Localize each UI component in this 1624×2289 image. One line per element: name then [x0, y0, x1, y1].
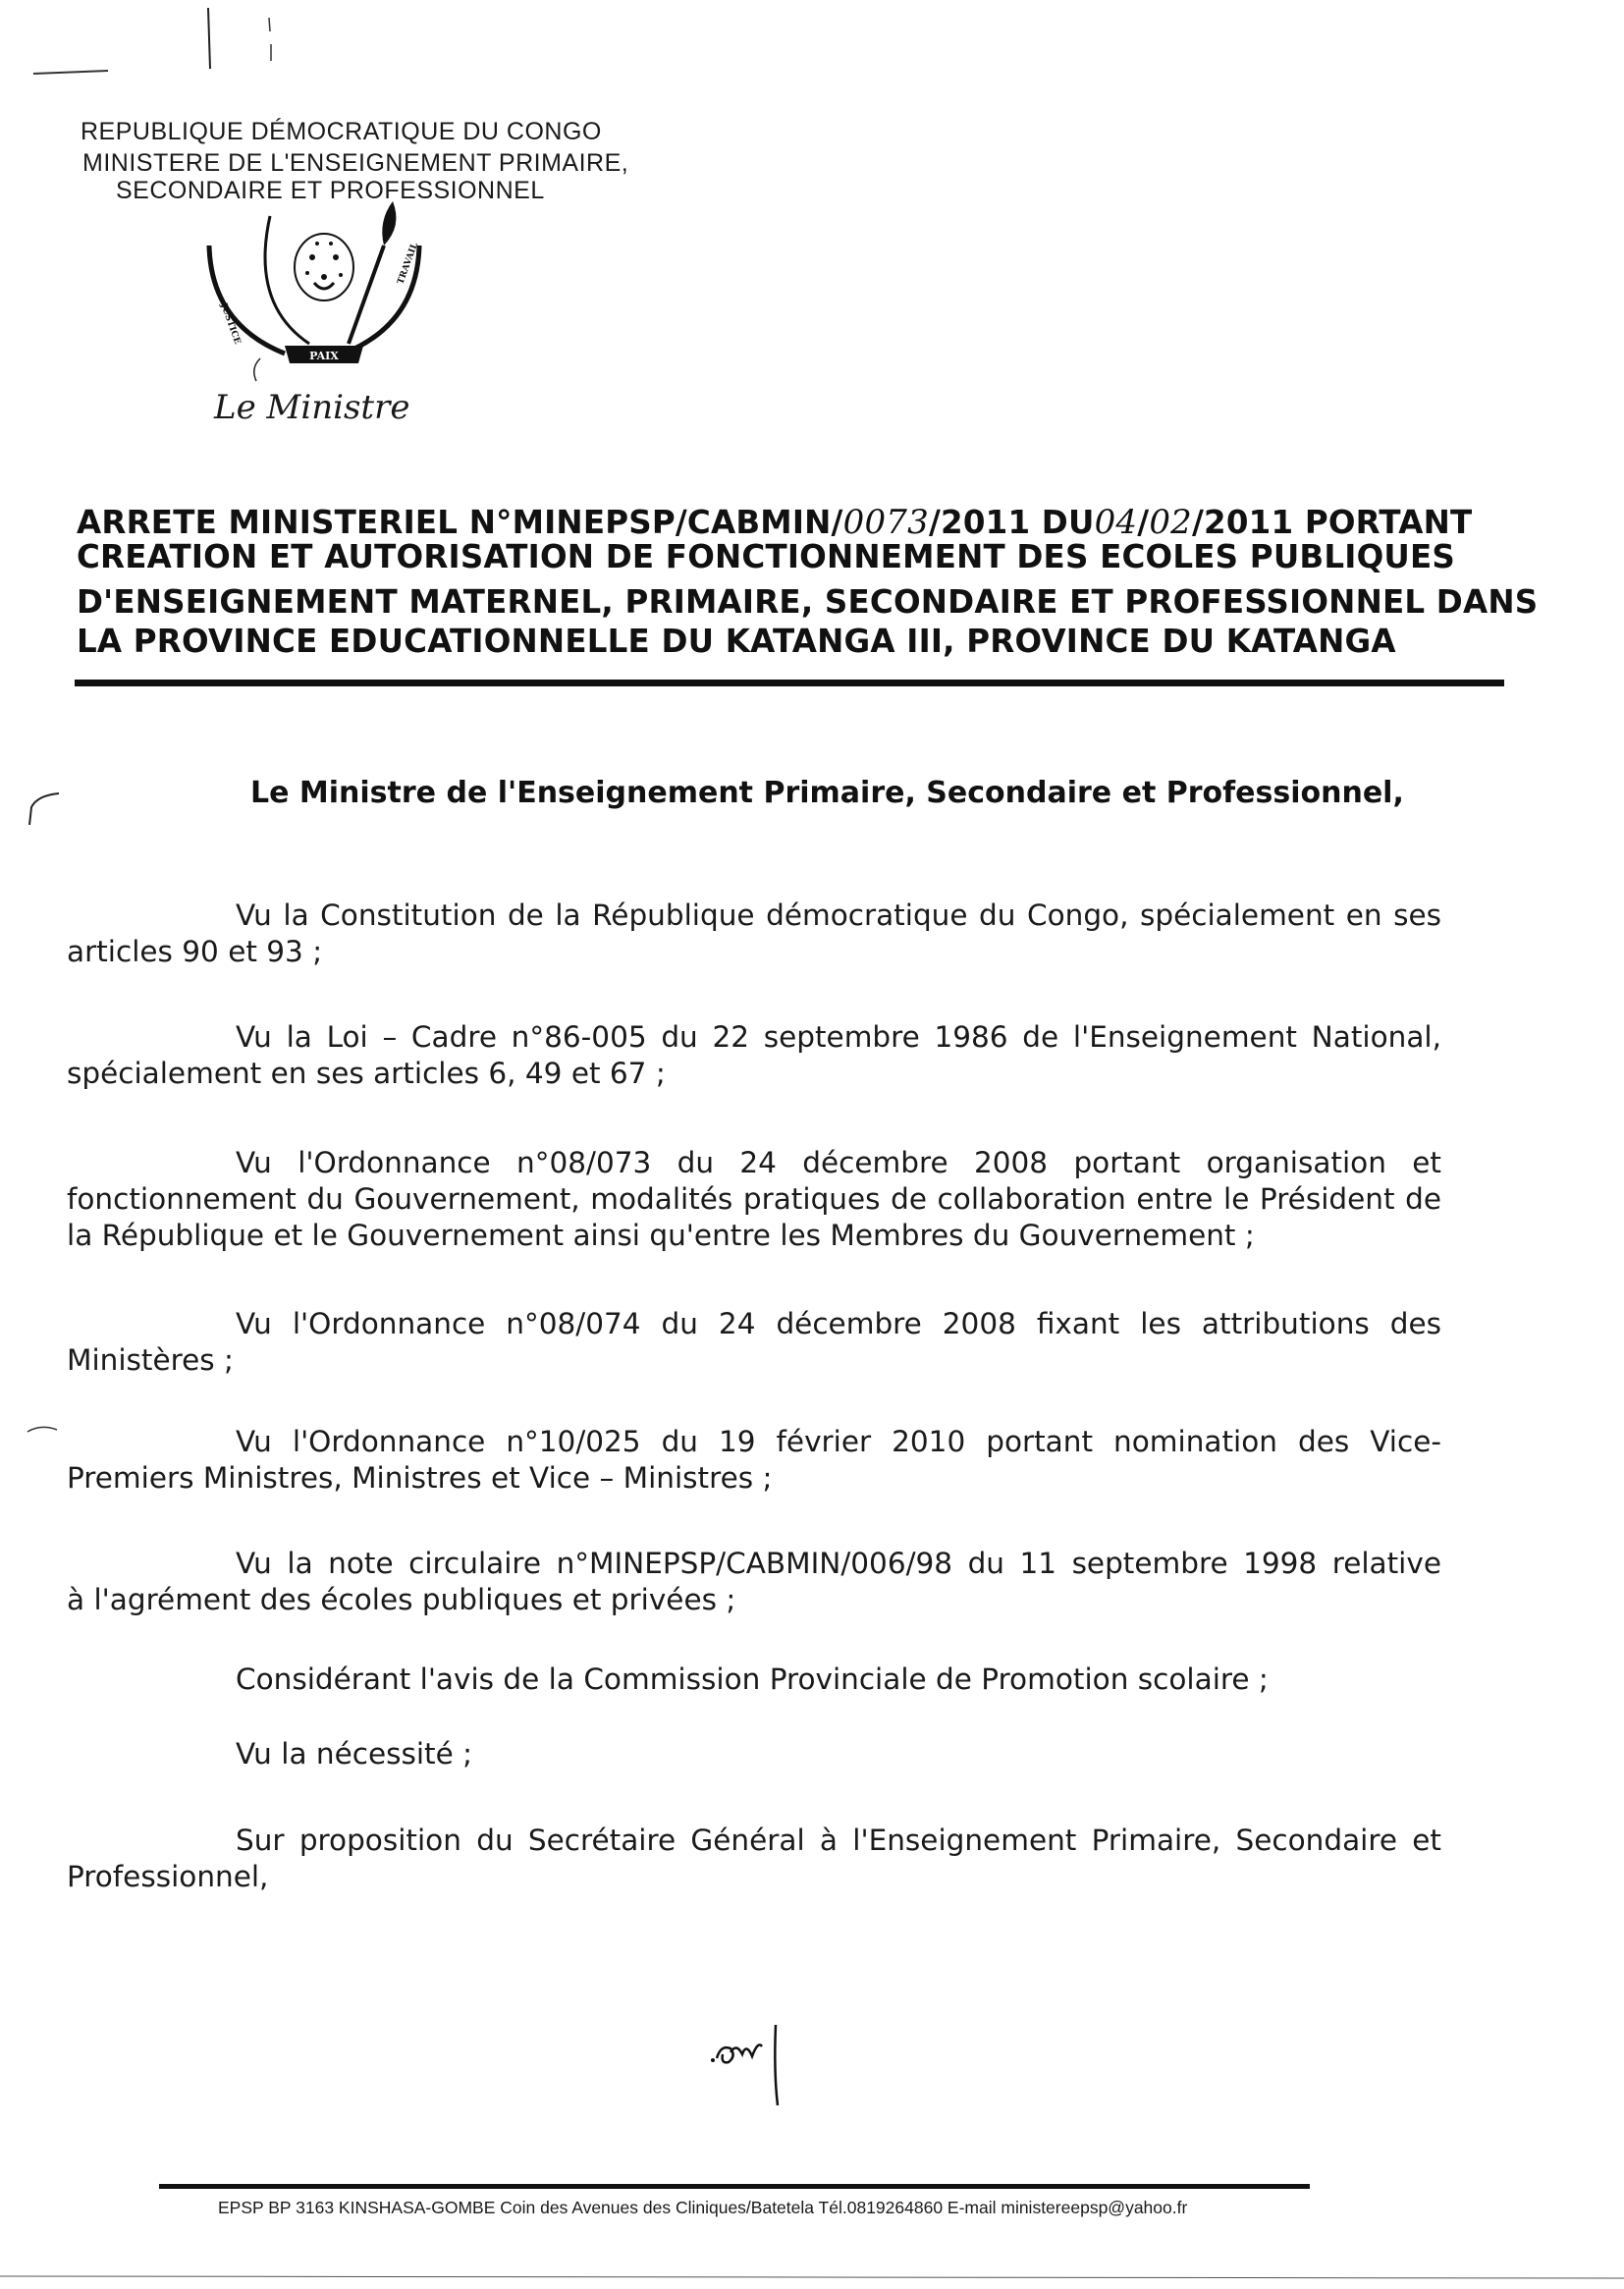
recital-line: Sur proposition du Secrétaire Général à l'Enseignement Primaire, Secondaire et [236, 1824, 1441, 1857]
recital-line: Vu la note circulaire n°MINEPSP/CABMIN/006/98 du 11 septembre 1998 relative [236, 1547, 1441, 1580]
recital-continuation: Professionnel, [67, 1860, 269, 1893]
decree-number: 0073 [842, 503, 929, 542]
recital-continuation: Premiers Ministres, Ministres et Vice – Ministres ; [67, 1461, 773, 1495]
recital-continuation: Ministères ; [67, 1343, 234, 1377]
recital-necessite [67, 1736, 1441, 1772]
header-ministry: MINISTERE DE L'ENSEIGNEMENT PRIMAIRE, [82, 149, 629, 177]
recital-loi-cadre [67, 1019, 1441, 1092]
title-prefix: ARRETE MINISTERIEL N°MINEPSP/CABMIN/ [77, 504, 843, 541]
preamble-intro: Le Ministre de l'Enseignement Primaire, Secondaire et Professionnel, [250, 776, 1404, 810]
emblem-right-text: TRAVAIL [396, 241, 420, 287]
decree-title-line3: D'ENSEIGNEMENT MATERNEL, PRIMAIRE, SECONDAIRE ET PROFESSIONNEL DANS [77, 583, 1539, 621]
title-underline [75, 680, 1504, 686]
recital-line: Vu l'Ordonnance n°08/074 du 24 décembre 2008 fixant les attributions des [236, 1307, 1441, 1340]
leopard-head-icon [295, 234, 353, 300]
recital-line: Considérant l'avis de la Commission Provinciale de Promotion scolaire ; [236, 1662, 1269, 1696]
recital-ordonnance-074 [67, 1306, 1441, 1379]
emblem-left-text: JUSTICE [218, 301, 243, 346]
title-suffix: /2011 PORTANT [1191, 504, 1473, 541]
date-separator: / [1137, 504, 1150, 541]
recital-line: Vu la Loi – Cadre n°86-005 du 22 septembre 1986 de l'Enseignement National, [236, 1020, 1441, 1054]
decree-title-line2: CREATION ET AUTORISATION DE FONCTIONNEMENT DES ECOLES PUBLIQUES [77, 538, 1456, 575]
recital-ordonnance-025 [67, 1424, 1441, 1497]
recital-commission [67, 1662, 1441, 1698]
decree-title-line4: LA PROVINCE EDUCATIONNELLE DU KATANGA III, PROVINCE DU KATANGA [77, 623, 1396, 660]
title-date-label: /2011 DU [928, 504, 1095, 541]
recital-line: Vu l'Ordonnance n°08/073 du 24 décembre 2008 portant organisation et [236, 1146, 1441, 1179]
recital-continuation: fonctionnement du Gouvernement, modalités pratiques de collaboration entre le Président de la République et le Gouvernement ainsi qu'entre les Membres du Gouvernement ; [67, 1182, 1441, 1252]
recital-continuation: spécialement en ses articles 6, 49 et 67 ; [67, 1057, 666, 1090]
recital-line: Vu la Constitution de la République démocratique du Congo, spécialement en ses [236, 899, 1441, 932]
recital-proposition [67, 1823, 1441, 1895]
decree-title-line1 [77, 503, 1490, 542]
decree-day: 04 [1094, 503, 1138, 542]
footer-rule [159, 2184, 1310, 2189]
coat-of-arms-emblem [191, 196, 447, 383]
recital-note-circulaire [67, 1546, 1441, 1618]
header-republic: REPUBLIQUE DÉMOCRATIQUE DU CONGO [81, 118, 602, 145]
recital-continuation: articles 90 et 93 ; [67, 935, 323, 968]
recital-line: Vu la nécessité ; [236, 1737, 473, 1771]
header-ministry-2: SECONDAIRE ET PROFESSIONNEL [116, 177, 545, 204]
recital-line: Vu l'Ordonnance n°10/025 du 19 février 2010 portant nomination des Vice- [236, 1425, 1441, 1458]
signatory-title: Le Ministre [214, 388, 410, 427]
handwritten-initials [707, 2013, 795, 2111]
decree-month: 02 [1149, 503, 1192, 542]
footer-contact: EPSP BP 3163 KINSHASA-GOMBE Coin des Avenues des Cliniques/Batetela Tél.0819264860 E-mail ministereepsp@yahoo.fr [218, 2198, 1188, 2217]
recital-constitution [67, 898, 1441, 970]
recital-continuation: à l'agrément des écoles publiques et privées ; [67, 1583, 736, 1616]
emblem-banner-text: PAIX [309, 350, 339, 362]
recital-ordonnance-073 [67, 1145, 1441, 1254]
